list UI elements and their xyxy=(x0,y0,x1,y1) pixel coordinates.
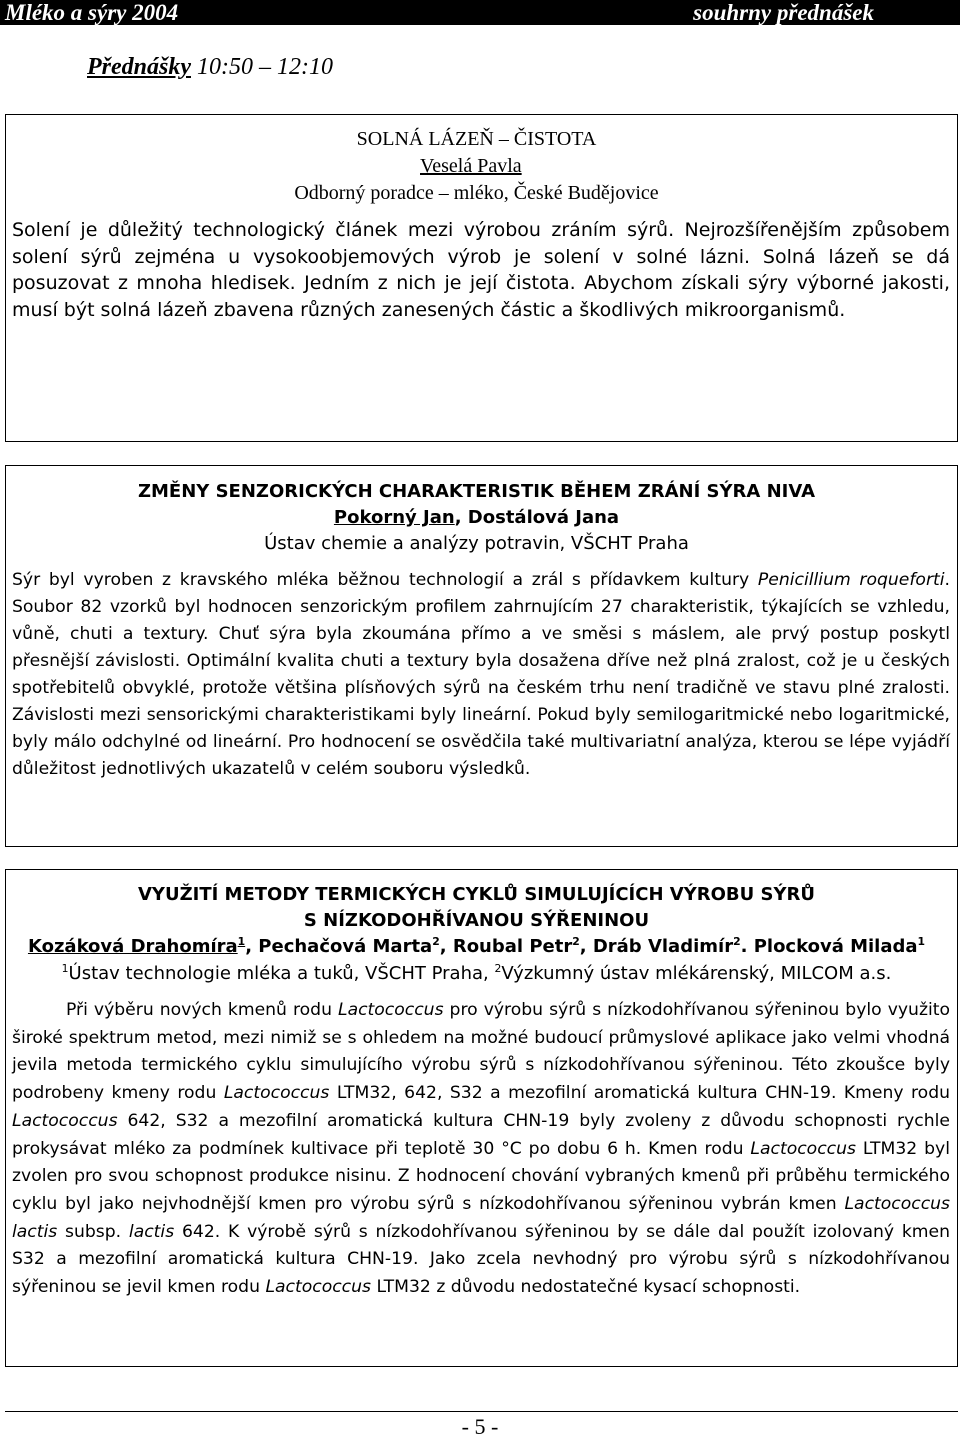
species-name: Lactococcus xyxy=(12,1110,118,1131)
author-name: Plocková Milada xyxy=(753,936,918,957)
affiliation-1-marker: 1 xyxy=(61,962,69,975)
abstract1-affiliation: Odborný poradce – mléko, České Budějovice xyxy=(294,182,659,204)
body-text: LTM32 z důvodu nedostatečné kysací schopnosti. xyxy=(370,1277,801,1298)
abstract3-body xyxy=(12,997,950,1302)
body-text: Při výběru nových kmenů rodu xyxy=(66,1000,338,1020)
abstract3-title-line1: VYUŽITÍ METODY TERMICKÝCH CYKLŮ SIMULUJÍCÍCH VÝROBU SÝRŮ xyxy=(137,884,815,905)
species-name: Lactococcus lactis xyxy=(12,1193,950,1242)
abstract1-title: SOLNÁ LÁZEŇ – ČISTOTA xyxy=(356,128,597,150)
species-name: lactis xyxy=(128,1221,175,1242)
abstract2-title: ZMĚNY SENZORICKÝCH CHARAKTERISTIK BĚHEM ZRÁNÍ SÝRA NIVA xyxy=(137,481,816,502)
abstract2-body xyxy=(12,567,950,783)
author-name: Roubal Petr xyxy=(452,936,573,957)
running-header xyxy=(0,0,960,25)
affiliation-1: Ústav technologie mléka a tuků, VŠCHT Praha, xyxy=(68,963,495,984)
species-name: Lactococcus xyxy=(750,1138,856,1159)
abstract2-body-part: . Soubor 82 vzorků byl hodnocen senzorickým profilem zahrnujícím 27 charakteristik, týkajících se vzhledu, vůně, chuti a textury. Chuť sýra byla zkoumána přímo a ve směsi s máslem, ale prvý postup poskytl přesnější závislosti. Optimální kvalita chuti a textury byla dosažena dříve než plná zralost, což je u českých spotřebitelů obvyklé, protože většina plísňových sýrů na českém trhu není tradičně ve stavu plné zralosti. Závislosti mezi sensorickými charakteristikami byly lineární. Pokud byly semilogaritmické nebo logaritmické, byly málo odchylné od lineární. Pro hodnocení se osvědčila také multivariatní analýza, kterou se lépe vyjádří důležitost jednotlivých ukazatelů v celém souboru výsledků. xyxy=(12,570,950,779)
session-time: 10:50 – 12:10 xyxy=(191,54,333,80)
abstract3-authors: Kozáková Drahomíra$^1$, Pechačová Marta$^2$, Roubal Petr$^2$, Dráb Vladimír$^2$. Plocková Milada$^1$ xyxy=(27,935,926,957)
body-text: LTM32, 642, S32 a mezofilní aromatická kultura CHN-19. Kmeny rodu xyxy=(329,1083,951,1104)
body-text: subsp. xyxy=(57,1221,129,1242)
abstract2-species-name: Penicillium roqueforti xyxy=(757,570,945,590)
session-label: Přednášky xyxy=(87,54,191,80)
affiliation-2-marker: 2 xyxy=(494,962,502,975)
header-journal-title: Mléko a sýry 2004 xyxy=(5,0,179,25)
abstract2-affiliation: Ústav chemie a analýzy potravin, VŠCHT Praha xyxy=(264,533,689,554)
author-name: Dráb Vladimír xyxy=(592,936,734,957)
abstract2-authors xyxy=(0,505,953,531)
species-name: Lactococcus xyxy=(223,1083,330,1104)
body-text: pro výrobu sýrů s nízkodohřívanou sýřeninou bylo využito široké spektrum metod, mezi nimiž se s ohledem na možné budoucí průmyslové aplikace jako velmi vhodná jevila metoda termického cyklu simulujícího výrobu sýrů s nízkodohřívanou sýřeninou. Této zkoušce byly podrobeny kmeny rodu xyxy=(12,1000,950,1104)
author-affiliation-marker: 2 xyxy=(432,935,440,948)
abstract3-title-line2: S NÍZKODOHŘÍVANOU SÝŘENINOU xyxy=(303,910,650,931)
abstract2-coauthors: , Dostálová Jana xyxy=(454,507,620,528)
abstract1-body: Solení je důležitý technologický článek mezi výrobou zráním sýrů. Nejrozšířenějším způsobem solení sýrů zejména u vysokoobjemových výrob je solení v solné lázni. Solná lázeň se dá posuzovat z mnoha hledisek. Jedním z nich je její čistota. Abychom získali sýry výborné jakosti, musí být solná lázeň zbavena různých zanesených částic a škodlivých mikroorganismů. xyxy=(12,219,950,321)
author-affiliation-marker: 2 xyxy=(733,935,741,948)
body-text: 642, S32 a mezofilní aromatická kultura CHN-19 byly zvoleny z důvodu schopnosti rychle prokysávat mléko za podmínek kultivace při teplotě 30 °C po dobu 6 h. Kmen rodu xyxy=(12,1110,950,1159)
abstract2-presenting-author: Pokorný Jan xyxy=(333,507,455,528)
author-affiliation-marker: 1 xyxy=(237,935,246,948)
author-affiliation-marker: 1 xyxy=(917,935,926,948)
body-text: LTM32 byl zvolen pro svou schopnost produkce nisinu. Z hodnocení chování vybraných kmenů při průběhu termického cyklu byl jako nejvhodnější kmen pro výrobu sýrů s nízkodohřívanou sýřeninou vybrán kmen xyxy=(12,1138,950,1214)
header-section-title: souhrny přednášek xyxy=(693,0,874,25)
affiliation-2: Výzkumný ústav mlékárenský, MILCOM a.s. xyxy=(501,963,892,984)
author-name: Kozáková Drahomíra xyxy=(27,936,238,957)
species-name: Lactococcus xyxy=(338,1000,444,1020)
species-name: Lactococcus xyxy=(265,1277,371,1298)
author-affiliation-marker: 2 xyxy=(572,935,580,948)
author-name: Pechačová Marta xyxy=(258,936,433,957)
session-heading xyxy=(87,52,333,82)
abstract1-author: Veselá Pavla xyxy=(420,155,522,177)
footer-rule xyxy=(5,1411,958,1412)
body-text: 642. K výrobě sýrů s nízkodohřívanou sýřeninou by se dále dal použít izolovaný kmen S32 a mezofilní aromatická kultura CHN-19. Jako zcela nevhodný pro výrobu sýrů s nízkodohřívanou sýřeninou se jevil kmen rodu xyxy=(12,1221,951,1298)
abstract3-affiliations xyxy=(0,960,953,988)
abstract2-body-part: Sýr byl vyroben z kravského mléka běžnou technologií a zrál s přídavkem kultury xyxy=(12,570,758,590)
page-number: - 5 - xyxy=(461,1414,499,1439)
